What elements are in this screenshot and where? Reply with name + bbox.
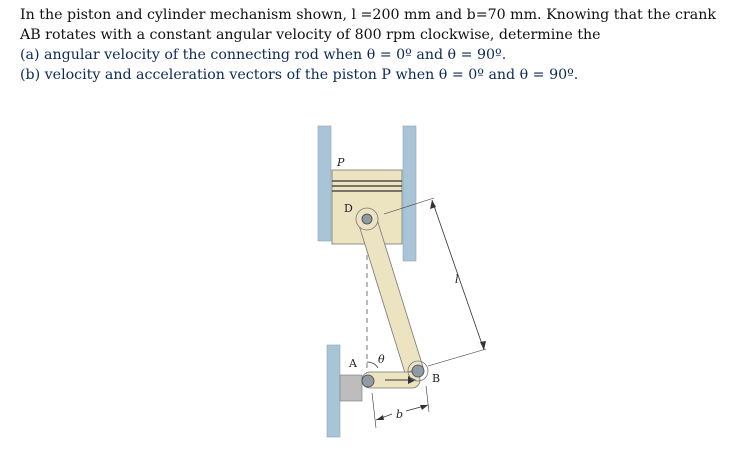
label-p: P (337, 156, 345, 169)
label-d: D (344, 202, 353, 215)
crank-bearing (340, 375, 362, 401)
problem-part-a: (a) angular velocity of the connecting rod when θ = 0º and θ = 90º. (20, 47, 507, 63)
cylinder-wall-right (403, 126, 416, 261)
label-b-dim: b (396, 408, 404, 421)
cylinder-wall-left (318, 126, 331, 241)
wrist-pin-d (362, 214, 372, 224)
label-l: l (455, 273, 459, 286)
label-theta: θ (378, 353, 385, 366)
problem-line-2: AB rotates with a constant angular velocity of 800 rpm clockwise, determine the (20, 27, 601, 43)
pin-a (362, 375, 374, 387)
theta-arc (367, 362, 378, 368)
label-b: B (432, 372, 441, 385)
label-a: A (349, 357, 357, 370)
problem-line-1: In the piston and cylinder mechanism shown, l =200 mm and b=70 mm. Knowing that the crank (20, 7, 716, 23)
pin-b (412, 365, 424, 377)
problem-part-b: (b) velocity and acceleration vectors of the piston P when θ = 0º and θ = 90º. (20, 67, 579, 83)
frame-wall (327, 345, 340, 437)
dimension-b (372, 386, 429, 428)
